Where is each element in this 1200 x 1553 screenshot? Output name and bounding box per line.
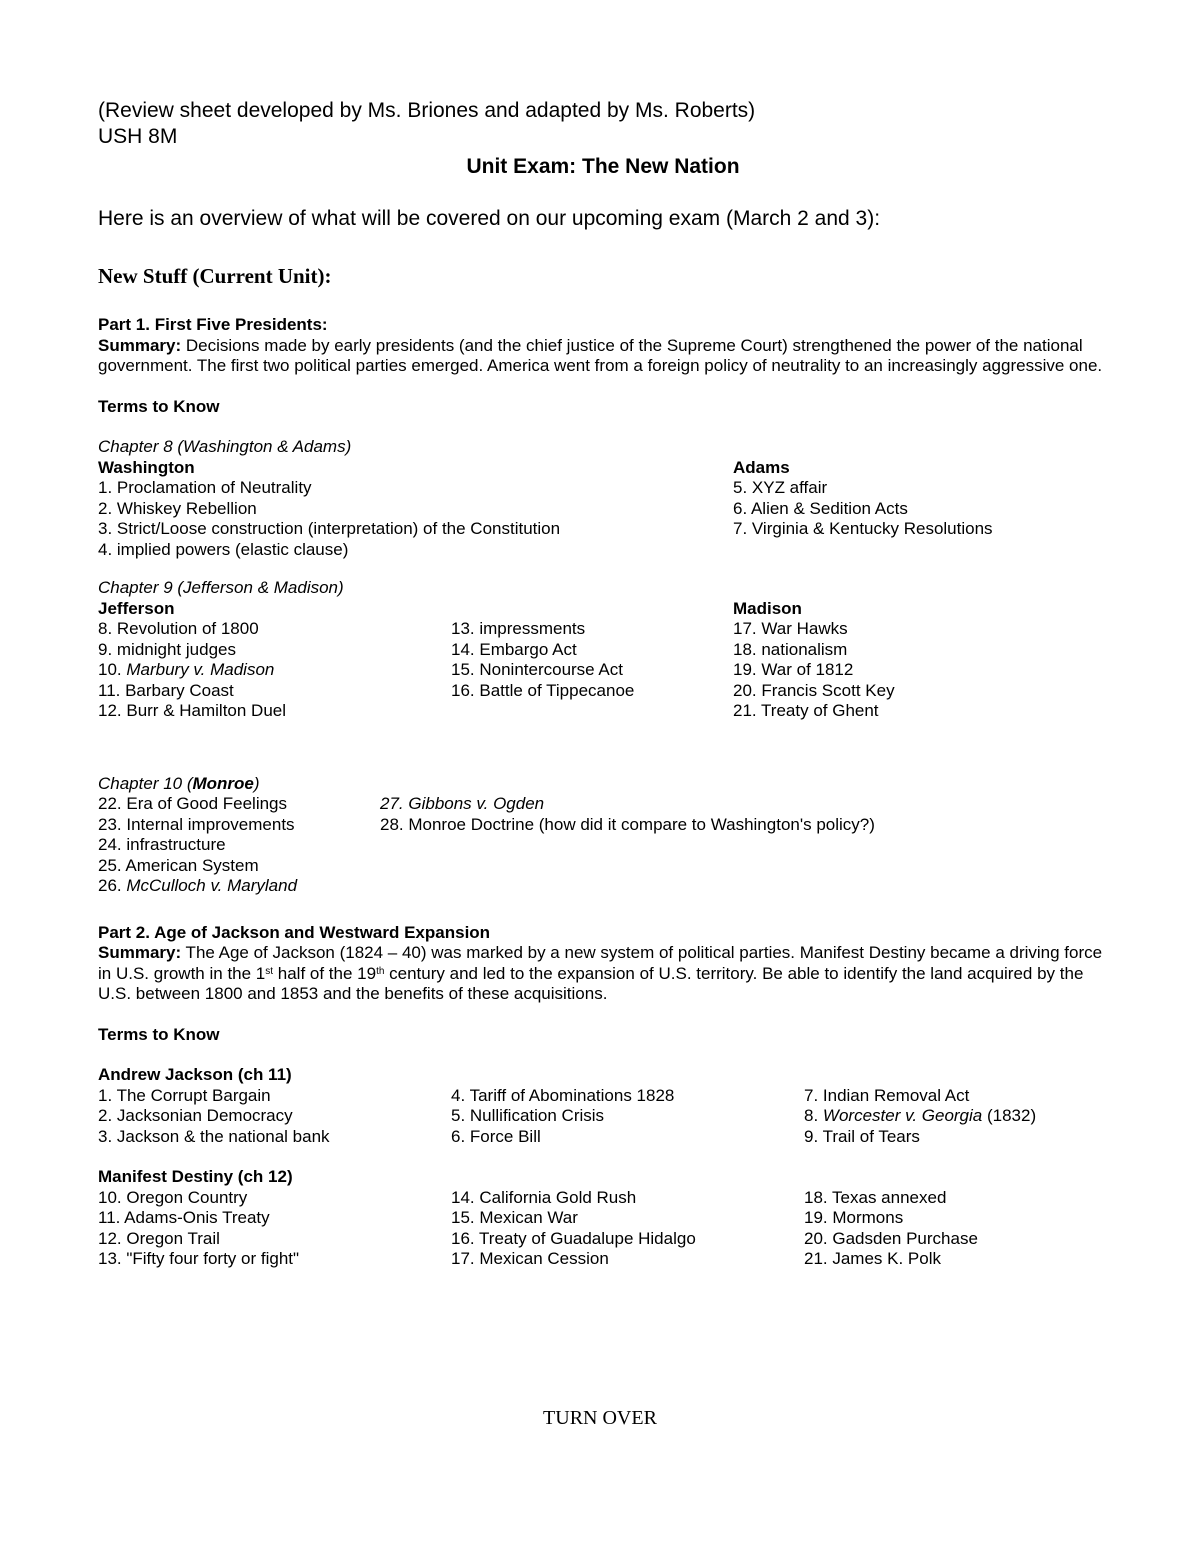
- part1-section: [98, 315, 1108, 897]
- list-item: 6. Force Bill: [451, 1126, 541, 1146]
- list-item: 10. Oregon Country: [98, 1187, 248, 1207]
- list-item: 14. California Gold Rush: [451, 1187, 637, 1207]
- list-item: 27. Gibbons v. Ogden: [380, 794, 545, 813]
- list-item: 18. Texas annexed: [804, 1187, 947, 1207]
- list-item: 9. Trail of Tears: [804, 1126, 920, 1146]
- part2-section: [98, 923, 1108, 1270]
- list-item: 20. Gadsden Purchase: [804, 1228, 978, 1248]
- list-item: 18. nationalism: [733, 639, 848, 659]
- madison-heading: Madison: [733, 598, 802, 618]
- chapter8-label: Chapter 8 (Washington & Adams): [98, 437, 352, 456]
- list-item: 8. Worcester v. Georgia (1832): [804, 1106, 1037, 1125]
- washington-column: [98, 458, 733, 561]
- jefferson-column: [98, 599, 451, 722]
- list-item: 11. Adams-Onis Treaty: [98, 1208, 270, 1227]
- adams-column: [733, 458, 993, 561]
- manifest-destiny-block: [98, 1167, 1108, 1270]
- jefferson-heading: Jefferson: [98, 598, 175, 618]
- andrew-jackson-block: [98, 1065, 1108, 1147]
- list-item: 1. The Corrupt Bargain: [98, 1085, 271, 1105]
- list-item: 19. War of 1812: [733, 660, 854, 679]
- chapter10-block: [98, 774, 1108, 897]
- worcester-case: Worcester v. Georgia: [822, 1106, 983, 1125]
- credit-line: (Review sheet developed by Ms. Briones and adapted by Ms. Roberts): [98, 99, 756, 122]
- part1-summary-label: Summary:: [98, 335, 182, 355]
- chapter10-label: Chapter 10 (Monroe): [98, 773, 260, 793]
- list-item: 13. impressments: [451, 619, 586, 638]
- part2-summary: Summary: The Age of Jackson (1824 – 40) was marked by a new system of political parties. Manifest Destiny became a driving force in U.S. growth in the 1st half of the 19th century and led to the expansion of U.S. territory. Be able to identify the land acquired by the U.S. between 1800 and 1853 and the benefits of these acquisitions.: [98, 943, 1103, 1003]
- part1-terms-heading: Terms to Know: [98, 396, 220, 416]
- list-item: 21. James K. Polk: [804, 1249, 942, 1268]
- list-item: 25. American System: [98, 855, 259, 875]
- list-item: 4. Tariff of Abominations 1828: [451, 1085, 675, 1105]
- mcculloch-case: McCulloch v. Maryland: [126, 876, 298, 895]
- list-item: 7. Virginia & Kentucky Resolutions: [733, 519, 993, 538]
- list-item: 26. McCulloch v. Maryland: [98, 876, 298, 895]
- list-item: 12. Burr & Hamilton Duel: [98, 701, 287, 720]
- course-code: USH 8M: [98, 125, 178, 148]
- marbury-case: Marbury v. Madison: [126, 660, 275, 679]
- list-item: 20. Francis Scott Key: [733, 680, 895, 700]
- section-heading: New Stuff (Current Unit):: [98, 264, 332, 288]
- list-item: 5. XYZ affair: [733, 478, 828, 497]
- page-title: Unit Exam: The New Nation: [466, 155, 740, 178]
- list-item: 16. Battle of Tippecanoe: [451, 680, 635, 700]
- part2-heading: Part 2. Age of Jackson and Westward Expansion: [98, 922, 491, 942]
- list-item: 2. Whiskey Rebellion: [98, 498, 257, 518]
- part2-terms-heading: Terms to Know: [98, 1024, 220, 1044]
- madison-column: [733, 599, 895, 722]
- chapter9-block: [98, 578, 1108, 722]
- turn-over-note: TURN OVER: [543, 1407, 657, 1429]
- list-item: 8. Revolution of 1800: [98, 619, 259, 638]
- chapter10-left-column: [98, 794, 380, 897]
- manifest-destiny-heading: Manifest Destiny (ch 12): [98, 1167, 293, 1186]
- part1-summary-text: Decisions made by early presidents (and the chief justice of the Supreme Court) strengthened the power of the national government. The first two political parties emerged. America went from a foreign policy of neutrality to an increasingly aggressive one.: [98, 335, 1103, 375]
- list-item: 24. infrastructure: [98, 835, 226, 854]
- list-item: 17. War Hawks: [733, 619, 848, 638]
- chapter10-right-column: [380, 794, 875, 897]
- list-item: 15. Nonintercourse Act: [451, 660, 623, 679]
- review-sheet: [98, 98, 1108, 1270]
- list-item: 23. Internal improvements: [98, 814, 295, 834]
- overview-line: Here is an overview of what will be covered on our upcoming exam (March 2 and 3):: [98, 207, 881, 230]
- list-item: 28. Monroe Doctrine (how did it compare to Washington's policy?): [380, 814, 875, 834]
- list-item: 11. Barbary Coast: [98, 680, 234, 700]
- chapter8-block: [98, 437, 1108, 560]
- list-item: 16. Treaty of Guadalupe Hidalgo: [451, 1228, 696, 1248]
- list-item: 12. Oregon Trail: [98, 1228, 220, 1248]
- list-item: 4. implied powers (elastic clause): [98, 539, 349, 559]
- list-item: 13. "Fifty four forty or fight": [98, 1249, 300, 1268]
- chapter9-middle-column: [451, 599, 733, 722]
- list-item: 19. Mormons: [804, 1208, 904, 1227]
- part1-heading: Part 1. First Five Presidents:: [98, 315, 328, 334]
- washington-heading: Washington: [98, 457, 195, 477]
- list-item: 6. Alien & Sedition Acts: [733, 498, 908, 518]
- list-item: 14. Embargo Act: [451, 639, 577, 659]
- list-item: 7. Indian Removal Act: [804, 1085, 970, 1105]
- adams-heading: Adams: [733, 457, 790, 477]
- chapter9-label: Chapter 9 (Jefferson & Madison): [98, 578, 344, 597]
- list-item: 3. Jackson & the national bank: [98, 1126, 330, 1146]
- list-item: 9. midnight judges: [98, 639, 236, 659]
- gibbons-case: Gibbons v. Ogden: [408, 794, 545, 813]
- list-item: 2. Jacksonian Democracy: [98, 1106, 293, 1125]
- andrew-jackson-heading: Andrew Jackson (ch 11): [98, 1065, 292, 1084]
- list-item: 5. Nullification Crisis: [451, 1106, 605, 1125]
- part1-summary: [98, 336, 1108, 377]
- list-item: 10. Marbury v. Madison: [98, 660, 275, 679]
- list-item: 21. Treaty of Ghent: [733, 701, 879, 720]
- list-item: 3. Strict/Loose construction (interpretation) of the Constitution: [98, 519, 561, 538]
- list-item: 22. Era of Good Feelings: [98, 794, 288, 813]
- list-item: 15. Mexican War: [451, 1208, 578, 1227]
- list-item: 17. Mexican Cession: [451, 1249, 609, 1268]
- list-item: 1. Proclamation of Neutrality: [98, 478, 312, 497]
